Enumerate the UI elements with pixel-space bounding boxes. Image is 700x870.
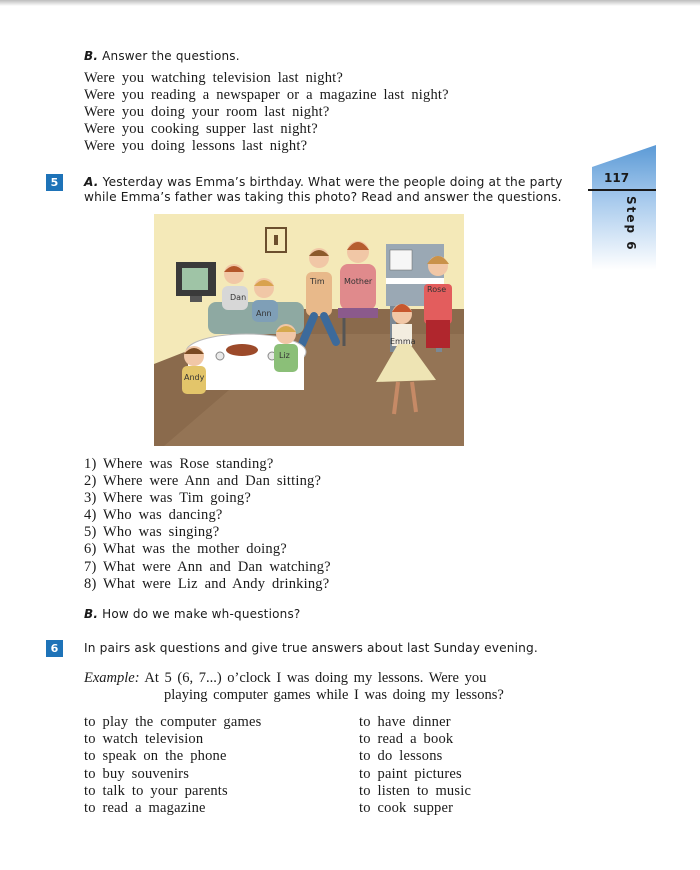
label-tim: Tim [310, 277, 325, 286]
phrase-item: to cook supper [359, 800, 454, 817]
page-number: 117 [604, 171, 630, 185]
part-b-question-list [84, 70, 449, 155]
exercise-6-number: 6 [46, 640, 63, 657]
example-line-2: playing computer games while I was doing my lessons? [164, 687, 504, 703]
instruction-line-2: while Emma’s father was taking this photo? Read and answer the questions. [84, 190, 562, 204]
question-item: Were you doing your room last night? [84, 104, 330, 121]
page-top-shadow [0, 0, 700, 6]
phrase-item: to talk to your parents [84, 782, 228, 799]
label-liz: Liz [279, 351, 290, 360]
part-b-heading-text: Answer the questions. [102, 49, 240, 63]
exercise-6-example [84, 670, 504, 704]
question-item: 4) Who was dancing? [84, 507, 223, 524]
example-line-1: At 5 (6, 7...) o’clock I was doing my lessons. Were you [144, 670, 487, 686]
question-item: Were you doing lessons last night? [84, 138, 308, 155]
phrase-item: to buy souvenirs [84, 765, 190, 782]
exercise-5-part-b [84, 607, 300, 621]
phrase-item: to speak on the phone [84, 748, 227, 765]
instruction-line-1: Yesterday was Emma’s birthday. What were the people doing at the party [102, 175, 563, 189]
question-item: 8) What were Liz and Andy drinking? [84, 575, 330, 592]
phrase-item: to read a magazine [84, 800, 206, 817]
exercise-6-instruction: In pairs ask questions and give true answers about last Sunday evening. [84, 641, 538, 655]
label-emma: Emma [390, 337, 416, 346]
step-label: Step 6 [624, 196, 638, 252]
phrase-item: to paint pictures [359, 765, 462, 782]
phrase-item: to do lessons [359, 748, 443, 765]
question-item: Were you reading a newspaper or a magazine last night? [84, 87, 449, 104]
phrases-left-column [84, 714, 261, 817]
part-b-heading [84, 49, 240, 63]
phrase-item: to listen to music [359, 782, 472, 799]
question-item: 5) Who was singing? [84, 524, 220, 541]
question-item: 2) Where were Ann and Dan sitting? [84, 473, 322, 490]
part-a-letter: A. [84, 175, 99, 189]
phrase-item: to have dinner [359, 714, 451, 730]
question-item: 7) What were Ann and Dan watching? [84, 558, 331, 575]
tab-divider [588, 189, 656, 191]
part-b-text: How do we make wh-questions? [102, 607, 301, 621]
label-mother: Mother [344, 277, 373, 286]
question-item: Were you watching television last night? [84, 70, 344, 86]
exercise-5-instruction [84, 175, 563, 205]
phrase-item: to watch television [84, 731, 204, 748]
label-andy: Andy [184, 373, 205, 382]
question-item: 3) Where was Tim going? [84, 490, 251, 507]
part-b-letter: B. [84, 49, 99, 63]
question-item: 6) What was the mother doing? [84, 541, 287, 558]
phrase-item: to play the computer games [84, 714, 262, 730]
part-b-letter: B. [84, 607, 99, 621]
label-ann: Ann [256, 309, 272, 318]
question-item: 1) Where was Rose standing? [84, 456, 274, 472]
label-dan: Dan [230, 293, 247, 302]
exercise-5-number: 5 [46, 174, 63, 191]
party-illustration [154, 214, 464, 446]
question-item: Were you cooking supper last night? [84, 121, 318, 138]
phrase-item: to read a book [359, 731, 454, 748]
phrases-right-column [359, 714, 471, 817]
label-rose: Rose [427, 285, 447, 294]
example-label: Example: [84, 670, 140, 686]
exercise-5-question-list [84, 456, 331, 593]
